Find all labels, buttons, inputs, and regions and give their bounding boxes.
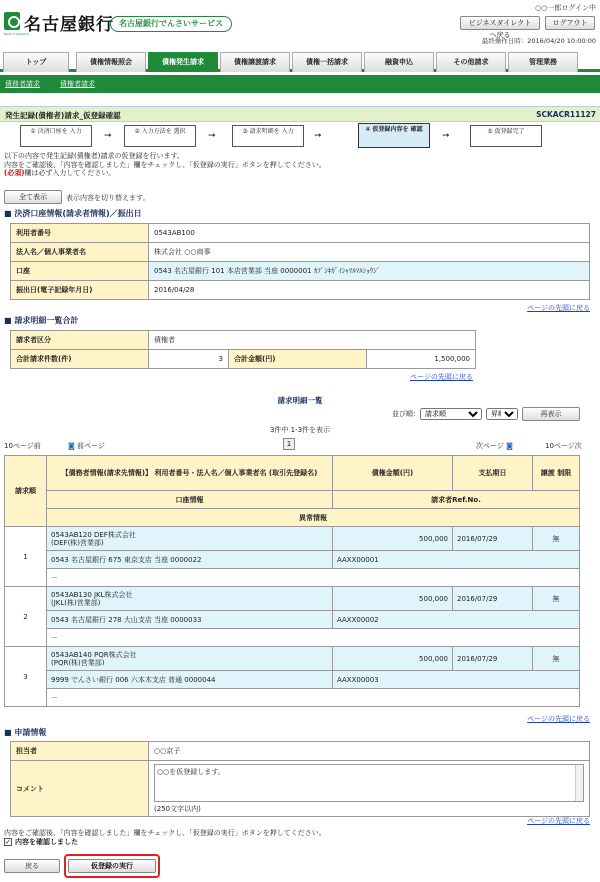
confirm-label: 内容を確認しました [15, 838, 78, 846]
resort-button[interactable]: 再表示 [522, 407, 580, 421]
last-operation-time: 最終操作日時：2016/04/20 10:00:00 [481, 37, 596, 45]
issue-date-label: 振出日(電子記録年月日) [11, 281, 149, 300]
total-count-label: 合計請求件数(件) [11, 350, 149, 369]
col-amount: 債権金額(円) [333, 456, 453, 491]
total-count-value: 3 [149, 350, 229, 369]
sort-order-select[interactable] [420, 408, 482, 420]
row-ref: AAXX00003 [333, 671, 580, 689]
account-label: 口座 [11, 262, 149, 281]
application-section-title: ■ 申請情報 [4, 727, 46, 738]
col-account: 口座情報 [47, 491, 333, 509]
account-section-title: ■ 決済口座情報(請求者情報)／振出日 [4, 208, 142, 219]
tab-bulk-request[interactable]: 債権一括請求 [292, 52, 362, 72]
row-limit: 無 [533, 647, 580, 671]
business-direct-button[interactable]: ビジネスダイレクトへ戻る [460, 16, 540, 30]
bank-name-en: Bank of NAGOYA [4, 32, 29, 36]
detail-list-title: 請求明細一覧 [277, 396, 323, 405]
comment-limit: (250文字以内) [154, 805, 201, 813]
debtor-dept: (DEF(株)営業部) [51, 538, 104, 547]
comment-textarea[interactable] [154, 764, 584, 802]
page-number[interactable]: 1 [283, 438, 295, 450]
tab-inquiry[interactable]: 債権情報照会 [76, 52, 146, 72]
service-name-badge: 名古屋銀行でんさいサービス [110, 16, 232, 32]
show-all-description: 表示内容を切り替えます。 [66, 194, 150, 202]
col-error: 異常情報 [47, 509, 580, 527]
page-title: 発生記録(債権者)請求_仮登録確認 [5, 111, 121, 120]
screen-id: SCKACR11127 [536, 110, 596, 119]
total-amount-label: 合計金額(円) [229, 350, 367, 369]
row-account: 9999 でんさい銀行 006 六本木支店 普通 0000044 [47, 671, 333, 689]
debtor-name: 0543AB140 PQR株式会社 [51, 650, 137, 659]
step-arrow-icon: ➞ [104, 131, 112, 141]
tab-top[interactable]: トップ [3, 52, 69, 72]
step-4-current: ④ 仮登録内容を 確認 [358, 123, 430, 148]
row-ref: AAXX00002 [333, 611, 580, 629]
row-due: 2016/07/29 [453, 587, 533, 611]
intro-line3: 欄は必ず入力してください。 [24, 169, 116, 177]
main-tabs [0, 52, 600, 72]
row-amount: 500,000 [333, 527, 453, 551]
debtor-name: 0543AB120 DEF株式会社 [51, 530, 136, 539]
next-page-label: 次ページ [476, 442, 504, 450]
prev-10-pages[interactable]: 10ページ前 [4, 442, 41, 450]
logout-button[interactable]: ログアウト [545, 16, 595, 30]
tab-issue-request[interactable]: 債権発生請求 [148, 52, 218, 72]
prev-arrow-icon: ◙ [68, 442, 75, 450]
summary-section-title: ■ 請求明細一覧合計 [4, 315, 78, 326]
user-number-value: 0543AB100 [149, 224, 590, 243]
row-limit: 無 [533, 587, 580, 611]
show-all-button[interactable]: 全て表示 [4, 190, 62, 204]
row-amount: 500,000 [333, 587, 453, 611]
bank-logo-icon [4, 12, 20, 30]
step-arrow-icon: ➞ [208, 131, 216, 141]
sort-direction-select[interactable] [486, 408, 518, 420]
requester-type-label: 請求者区分 [11, 331, 149, 350]
step-3: ③ 請求明細を 入力 [232, 125, 304, 147]
page-top-link[interactable]: ページの先頭に戻る [527, 304, 590, 312]
row-ref: AAXX00001 [333, 551, 580, 569]
table-row [5, 527, 580, 551]
bank-name: 名古屋銀行 [24, 15, 114, 35]
table-row [5, 647, 580, 671]
user-number-label: 利用者番号 [11, 224, 149, 243]
debtor-dept: (PQR(株)営業部) [51, 658, 105, 667]
back-button[interactable]: 戻る [4, 859, 60, 873]
row-account: 0543 名古屋銀行 675 東京支店 当座 0000022 [47, 551, 333, 569]
page-top-link[interactable]: ページの先頭に戻る [410, 373, 473, 381]
summary-table [10, 330, 476, 369]
table-row [5, 587, 580, 611]
tab-management[interactable]: 管理業務 [508, 52, 578, 72]
step-arrow-icon: ➞ [314, 131, 322, 141]
row-amount: 500,000 [333, 647, 453, 671]
requester-type-value: 債権者 [149, 331, 476, 350]
tab-loan[interactable]: 融資申込 [364, 52, 434, 72]
intro-line1: 以下の内容で発生記録(債権者)請求の仮登録を行います。 [4, 152, 184, 160]
comment-text: ○○を仮登録します。 [157, 768, 225, 776]
intro-text [4, 152, 326, 178]
issue-date-value: 2016/04/28 [149, 281, 590, 300]
detail-table [4, 455, 580, 707]
account-value: 0543 名古屋銀行 101 本店営業部 当座 0000001 ｶﾌﾞｼｷｶﾞｲｼｬﾏﾙﾏﾙｼｮｳｼﾞ [149, 262, 590, 281]
page-title-bar [0, 106, 600, 122]
total-amount-value: 1,500,000 [367, 350, 476, 369]
debtor-name: 0543AB130 JKL株式会社 [51, 590, 133, 599]
comment-scrollbar[interactable] [575, 765, 583, 801]
execute-button[interactable]: 仮登録の実行 [68, 859, 156, 873]
confirm-checkbox[interactable]: ✓ [5, 838, 11, 846]
row-seq: 3 [5, 647, 47, 707]
company-name-label: 法人名／個人事業者名 [11, 243, 149, 262]
confirm-notice: 内容をご確認後、「内容を確認しました」欄をチェックし、「仮登録の実行」ボタンを押してください。 [4, 829, 326, 837]
result-count: 3件中 1-3件を表示 [269, 426, 331, 434]
tab-other-request[interactable]: その他請求 [436, 52, 506, 72]
person-label: 担当者 [11, 742, 149, 761]
confirm-checkbox-row[interactable] [4, 837, 78, 847]
intro-line2: 内容をご確認後、「内容を確認しました」欄をチェックし、「仮登録の実行」ボタンを押してください。 [4, 160, 326, 169]
row-due: 2016/07/29 [453, 647, 533, 671]
prev-page-label: 前ページ [77, 442, 105, 450]
row-error: － [47, 689, 580, 707]
row-account: 0543 名古屋銀行 278 大山支店 当座 0000033 [47, 611, 333, 629]
required-mark: (必須) [4, 169, 25, 177]
prev-page-link[interactable] [68, 441, 105, 451]
col-debtor: 【債務者情報(請求先情報)】 利用者番号・法人名／個人事業者名 (取引先登録名) [47, 456, 333, 491]
step-5: ⑤ 仮登録完了 [470, 125, 542, 147]
page-top-link[interactable]: ページの先頭に戻る [527, 715, 590, 723]
step-2: ② 入力方法を 選択 [124, 125, 196, 147]
row-error: － [47, 629, 580, 647]
row-seq: 1 [5, 527, 47, 587]
step-arrow-icon: ➞ [442, 131, 450, 141]
company-name-value: 株式会社 ○○商事 [149, 243, 590, 262]
col-seq: 請求順 [5, 456, 47, 527]
subnav-debtor-request[interactable]: 債務者請求 [5, 80, 40, 88]
next-arrow-icon: ◙ [506, 442, 513, 450]
application-table [10, 741, 590, 817]
subnav-creditor-request[interactable]: 債権者請求 [60, 80, 95, 88]
sort-label: 並び順： [392, 410, 420, 418]
page-top-link[interactable]: ページの先頭に戻る [527, 817, 590, 825]
col-limit: 譲渡 制限 [533, 456, 580, 491]
next-10-pages[interactable]: 10ページ次 [545, 442, 582, 450]
sub-navigation [0, 75, 600, 93]
row-limit: 無 [533, 527, 580, 551]
row-error: － [47, 569, 580, 587]
tab-transfer-request[interactable]: 債権譲渡請求 [220, 52, 290, 72]
login-user: ○○一郎ログイン中 [535, 4, 596, 12]
person-value: ○○京子 [149, 742, 590, 761]
row-due: 2016/07/29 [453, 527, 533, 551]
comment-label: コメント [11, 761, 149, 817]
step-1: ① 決済口座を 入力 [20, 125, 92, 147]
next-page-link[interactable] [476, 441, 513, 451]
col-ref: 請求者Ref.No. [333, 491, 580, 509]
col-due: 支払期日 [453, 456, 533, 491]
row-seq: 2 [5, 587, 47, 647]
debtor-dept: (JKL(株)営業部) [51, 598, 101, 607]
account-table [10, 223, 590, 300]
